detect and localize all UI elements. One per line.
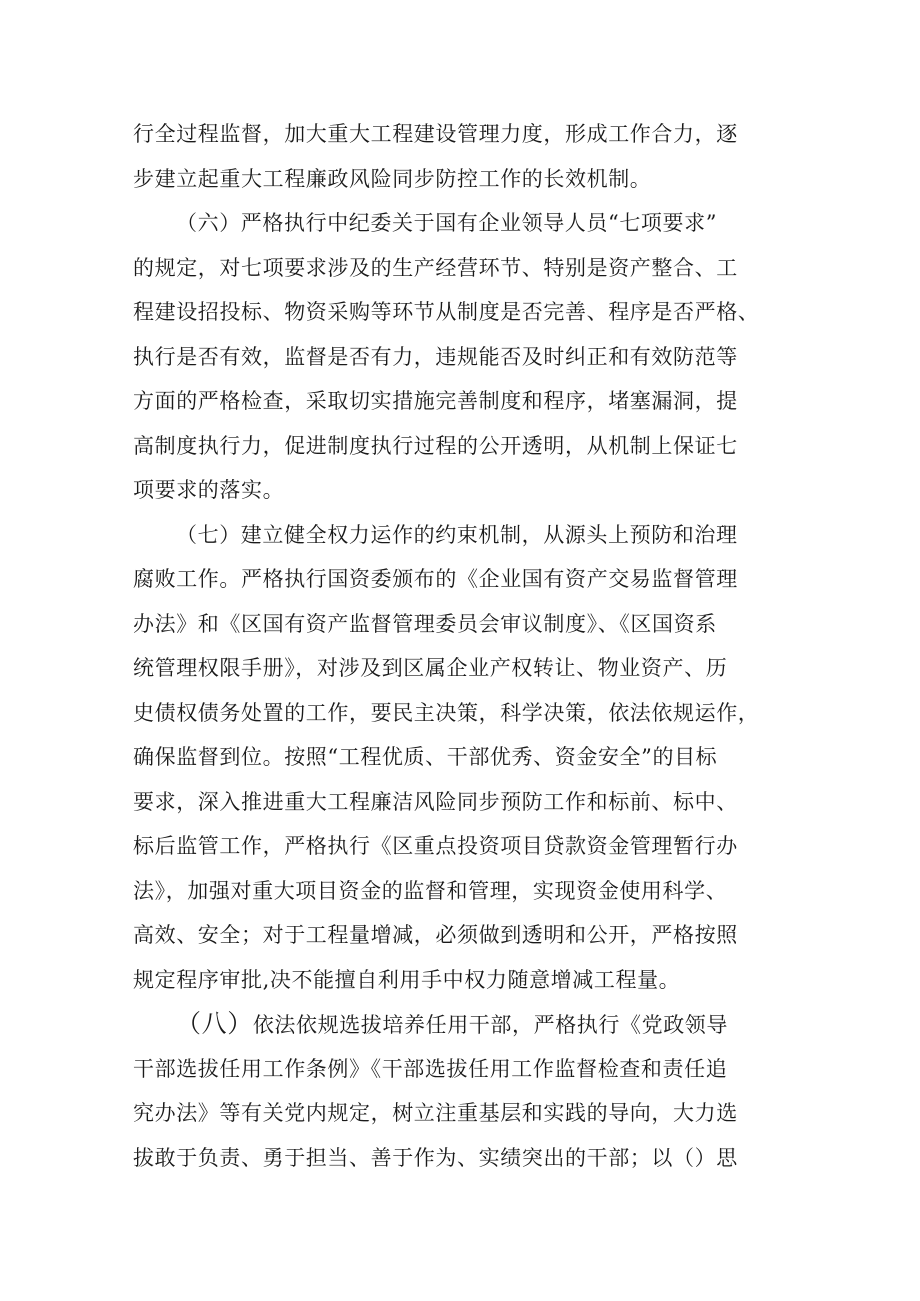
text-line-23: 究办法》等有关党内规定，树立注重基层和实践的导向，大力选 bbox=[133, 1101, 738, 1125]
text-line-14: 史债权债务处置的工作，要民主决策，科学决策，依法依规运作， bbox=[133, 701, 760, 725]
text-line-8: 高制度执行力，促进制度执行过程的公开透明，从机制上保证七 bbox=[133, 434, 738, 458]
text-line-5: 程建设招投标、物资采购等环节从制度是否完善、程序是否严格、 bbox=[133, 300, 760, 324]
paragraph-8-heading-text: 依法依规选拔培养任用干部，严格执行《党政领导 bbox=[252, 1013, 729, 1037]
text-line-12: 办法》和《区国有资产监督管理委员会审议制度》、《区国资系 bbox=[133, 612, 717, 636]
text-line-17: 标后监管工作，严格执行《区重点投资项目贷款资金管理暂行办 bbox=[133, 834, 738, 858]
paragraph-7-heading-line: （七）建立健全权力运作的约束机制，从源头上预防和治理 bbox=[176, 523, 738, 547]
text-line-1: 行全过程监督，加大重大工程建设管理力度，形成工作合力，逐 bbox=[133, 122, 738, 146]
text-line-20: 规定程序审批,决不能擅自利用手中权力随意增减工程量。 bbox=[133, 968, 681, 992]
text-line-19: 高效、安全；对于工程量增减，必须做到透明和公开，严格按照 bbox=[133, 923, 738, 947]
paragraph-8-heading-line bbox=[176, 1004, 793, 1044]
text-line-15: 确保监督到位。按照“工程优质、干部优秀、资金安全”的目标 bbox=[133, 745, 718, 769]
text-line-18: 法》，加强对重大项目资金的监督和管理，实现资金使用科学、 bbox=[133, 879, 728, 903]
text-line-7: 方面的严格检查，采取切实措施完善制度和程序，堵塞漏洞，提 bbox=[133, 389, 738, 413]
text-line-22: 干部选拔任用工作条例》《干部选拔任用工作监督检查和责任追 bbox=[133, 1057, 728, 1081]
text-line-2: 步建立起重大工程廉政风险同步防控工作的长效机制。 bbox=[133, 167, 652, 191]
text-line-13: 统管理权限手册》，对涉及到区属企业产权转让、物业资产、历 bbox=[133, 656, 728, 680]
text-line-11: 腐败工作。严格执行国资委颁布的《企业国有资产交易监督管理 bbox=[133, 567, 738, 591]
text-line-16: 要求，深入推进重大工程廉洁风险同步预防工作和标前、标中、 bbox=[133, 790, 738, 814]
text-line-24: 拔敢于负责、勇于担当、善于作为、实绩突出的干部；以（）思 bbox=[133, 1146, 738, 1170]
paragraph-6-heading-line: （六）严格执行中纪委关于国有企业领导人员“七项要求” bbox=[176, 211, 718, 235]
text-line-9: 项要求的落实。 bbox=[133, 478, 285, 502]
text-line-6: 执行是否有效，监督是否有力，违规能否及时纠正和有效防范等 bbox=[133, 345, 738, 369]
text-line-4: 的规定，对七项要求涉及的生产经营环节、特别是资产整合、工 bbox=[133, 256, 738, 280]
section-8-marker: （八） bbox=[176, 1009, 253, 1038]
